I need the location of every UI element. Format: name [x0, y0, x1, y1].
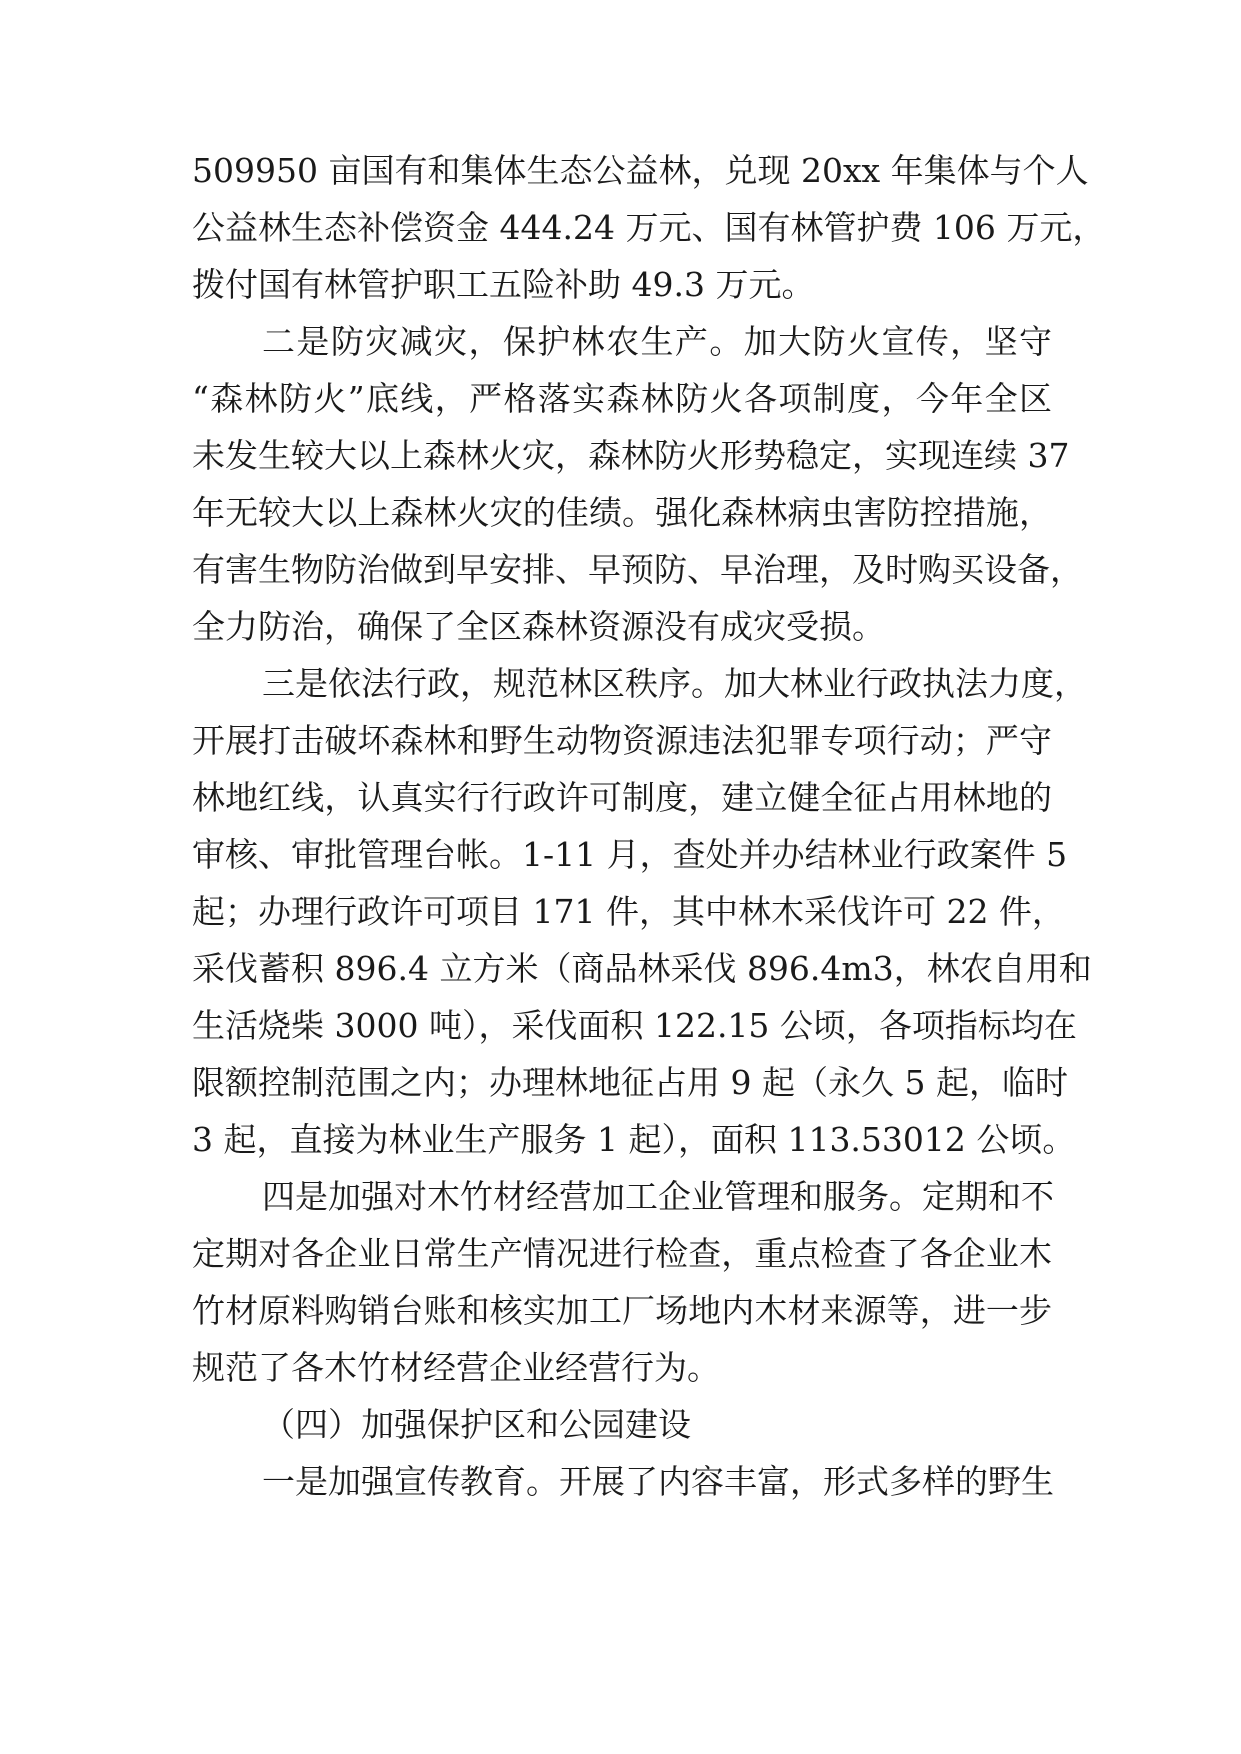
text-line: 定期对各企业日常生产情况进行检查，重点检查了各企业木: [192, 1234, 1052, 1273]
text-line: 林地红线，认真实行行政许可制度，建立健全征占用林地的: [192, 778, 1052, 817]
text-line: 拨付国有林管护职工五险补助 49.3 万元。: [192, 265, 815, 304]
paragraph-start-line: 二是防灾减灾，保护林农生产。加大防火宣传，坚守: [262, 322, 1052, 361]
text-line: 公益林生态补偿资金 444.24 万元、国有林管护费 106 万元，: [192, 208, 1106, 247]
text-line: 全力防治，确保了全区森林资源没有成灾受损。: [192, 607, 885, 646]
text-line: 竹材原料购销台账和核实加工厂场地内木材来源等，进一步: [192, 1291, 1052, 1330]
text-line: 采伐蓄积 896.4 立方米（商品林采伐 896.4m3，林农自用和: [192, 949, 1092, 988]
paragraph-start-line: 三是依法行政，规范林区秩序。加大林业行政执法力度，: [262, 664, 1087, 703]
text-line: 限额控制范围之内；办理林地征占用 9 起（永久 5 起，临时: [192, 1063, 1068, 1102]
text-line: 审核、审批管理台帐。1-11 月，查处并办结林业行政案件 5: [192, 835, 1068, 874]
paragraph-start-line: 四是加强对木竹材经营加工企业管理和服务。定期和不: [262, 1177, 1054, 1216]
text-line: 生活烧柴 3000 吨），采伐面积 122.15 公顷，各项指标均在: [192, 1006, 1077, 1045]
text-line: 年无较大以上森林火灾的佳绩。强化森林病虫害防控措施，: [192, 493, 1052, 532]
text-line: 开展打击破坏森林和野生动物资源违法犯罪专项行动；严守: [192, 721, 1052, 760]
text-line: 有害生物防治做到早安排、早预防、早治理，及时购买设备，: [192, 550, 1083, 589]
text-line: 509950 亩国有和集体生态公益林，兑现 20xx 年集体与个人: [192, 151, 1089, 190]
text-line: 3 起，直接为林业生产服务 1 起），面积 113.53012 公顷。: [192, 1120, 1076, 1159]
text-line: 起；办理行政许可项目 171 件，其中林木采伐许可 22 件，: [192, 892, 1065, 931]
paragraph-start-line: 一是加强宣传教育。开展了内容丰富，形式多样的野生: [262, 1462, 1054, 1501]
section-heading: （四）加强保护区和公园建设: [262, 1405, 691, 1444]
text-line: 规范了各木竹材经营企业经营行为。: [192, 1348, 720, 1387]
text-line: “森林防火”底线，严格落实森林防火各项制度，今年全区: [192, 379, 1052, 418]
text-line: 未发生较大以上森林火灾，森林防火形势稳定，实现连续 37: [192, 436, 1070, 475]
